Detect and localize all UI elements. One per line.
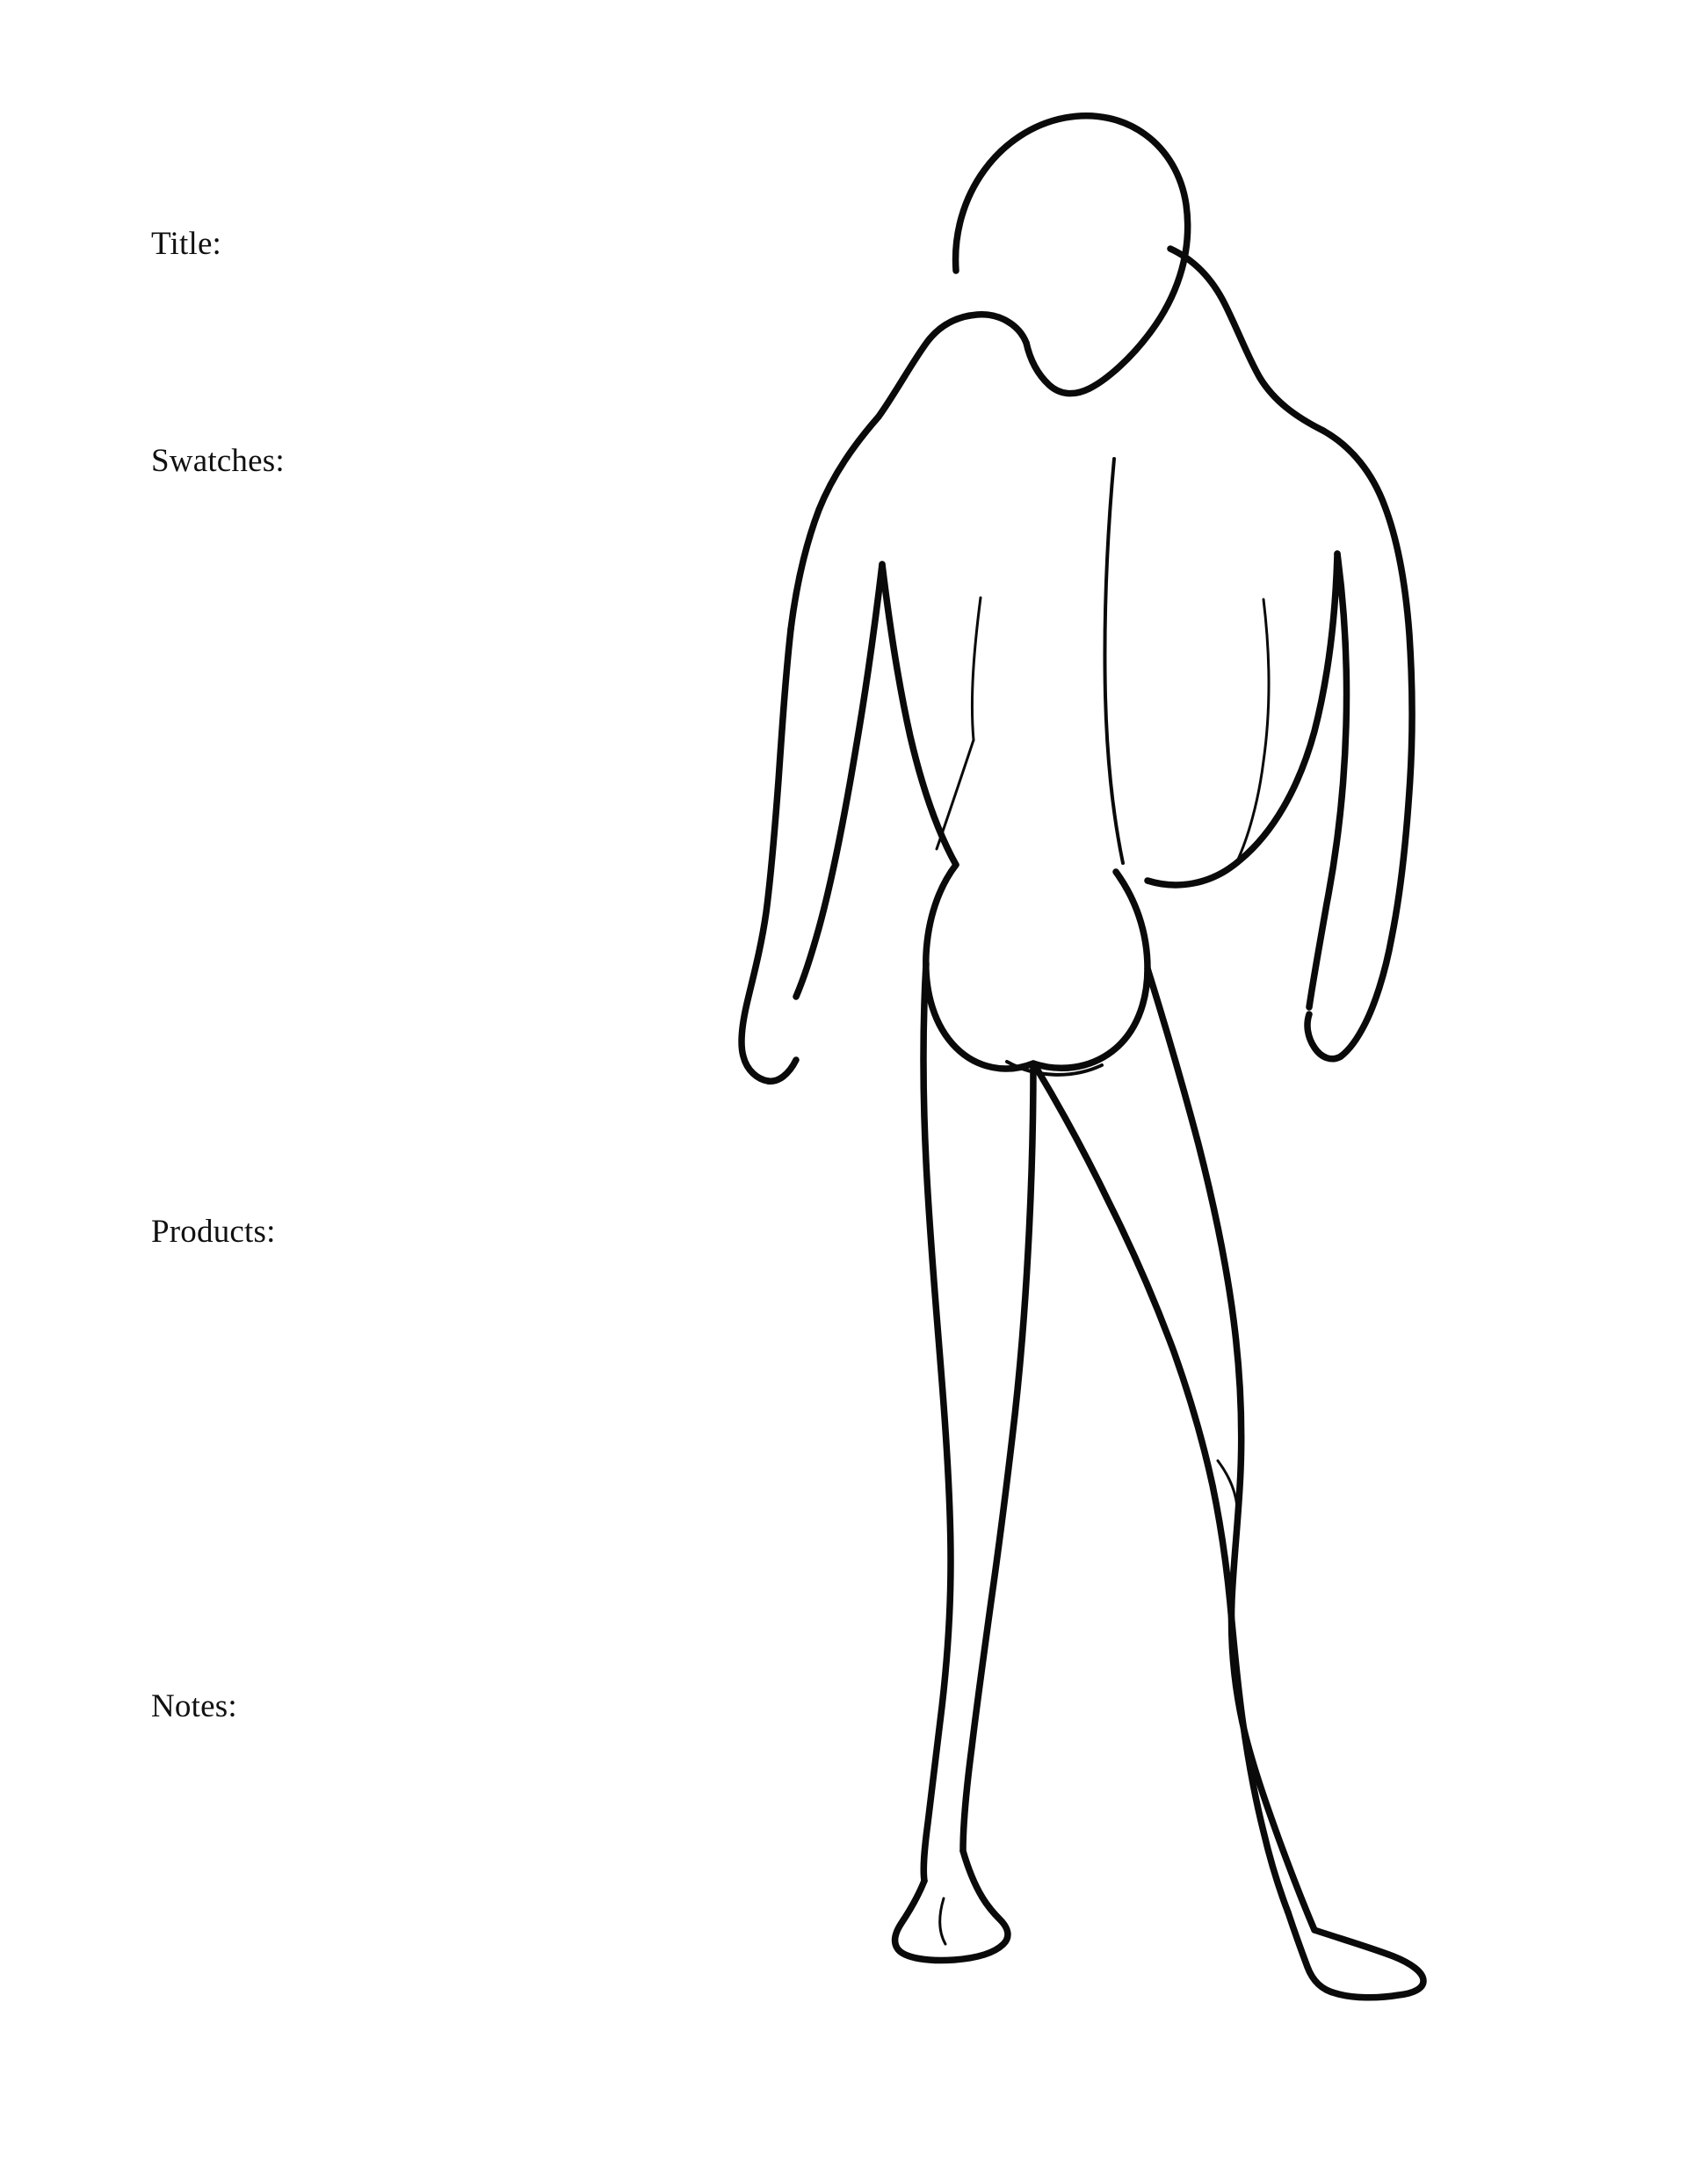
head-outline	[956, 116, 1188, 394]
right-buttock	[1033, 872, 1148, 1068]
left-buttock	[926, 865, 1033, 1069]
right-arm-inner-contour	[1309, 554, 1347, 1007]
left-arm-inner-contour	[796, 564, 882, 997]
right-trapezius	[1170, 249, 1323, 431]
left-shoulder-to-upper-arm	[791, 417, 879, 629]
right-arm-outer-contour	[1323, 431, 1412, 1056]
right-foot	[1288, 1912, 1423, 1998]
right-leg-inner-contour	[1037, 1069, 1288, 1912]
left-arm-outer-contour	[742, 629, 791, 1081]
right-hand	[1307, 1014, 1341, 1059]
human-figure-back-view-drawing	[720, 62, 1441, 2136]
right-knee-line	[1218, 1461, 1237, 1506]
products-label: Products:	[151, 1214, 276, 1250]
torso-left-side	[882, 564, 956, 865]
left-lat-line	[937, 740, 974, 849]
notes-label: Notes:	[151, 1688, 237, 1724]
title-label: Title:	[151, 226, 222, 262]
left-ankle-line	[940, 1898, 945, 1944]
torso-right-side	[1148, 554, 1337, 885]
left-scapula-line	[972, 598, 981, 740]
figure-illustration	[720, 62, 1441, 2136]
swatches-label: Swatches:	[151, 443, 285, 479]
neck-and-left-trapezius	[879, 315, 1026, 417]
left-leg-inner-contour	[963, 1065, 1033, 1851]
left-foot	[895, 1851, 1008, 1961]
right-leg-outer-contour	[1148, 969, 1314, 1930]
spine-line	[1104, 459, 1123, 863]
left-leg-outer-contour	[923, 963, 951, 1881]
left-hand	[768, 1060, 796, 1081]
right-lat-line	[1237, 599, 1269, 861]
